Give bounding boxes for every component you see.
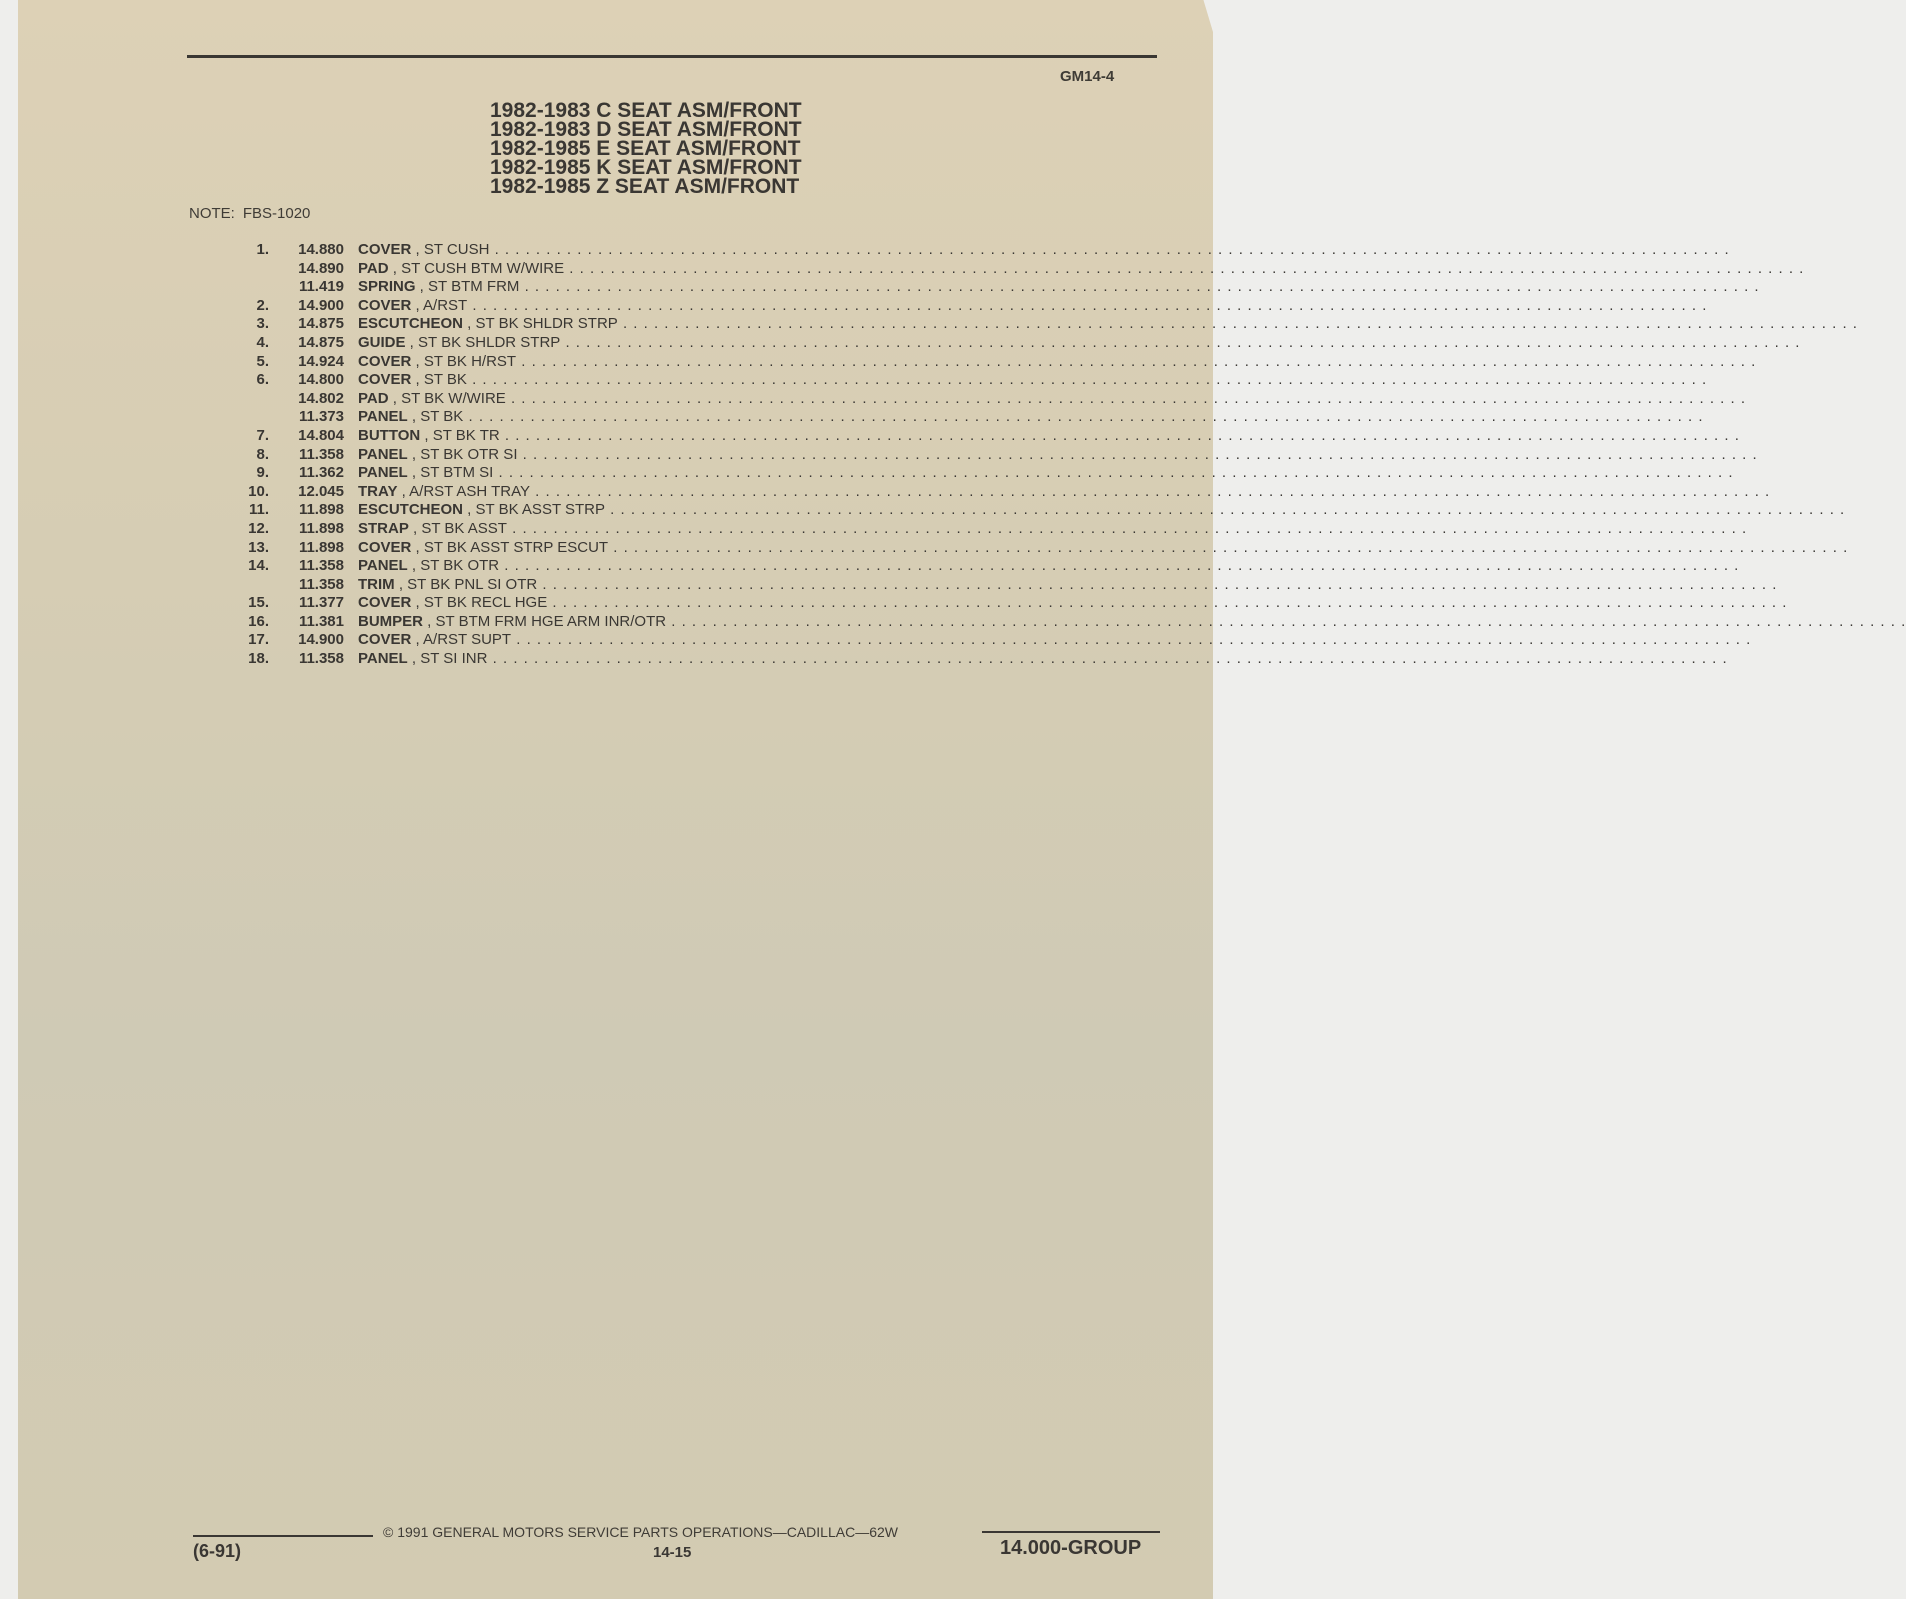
- part-index: 8.: [256, 445, 269, 463]
- part-row: [238, 333, 1801, 353]
- dot-leader: . . . . . . . . . . . . . . . . . . . . . . . . . . . . . . . . . . . . . . . . . . . . . . . . . . . . . . . . . . . . . . . . . . . . . . . . . . . . . . . . . . . . . . . . . . . . . . . . . . . . . . . . . . . . . . . . . . . . . . . .: [487, 650, 1728, 668]
- part-code: 14.802: [298, 389, 344, 407]
- part-name: ESCUTCHEON: [358, 501, 464, 519]
- part-row: [238, 557, 1740, 576]
- part-description: [358, 482, 1771, 502]
- part-code: 11.898: [298, 538, 344, 556]
- part-detail: , A/RST SUPT: [411, 631, 512, 649]
- part-row: [238, 445, 1758, 465]
- part-name: COVER: [358, 296, 412, 314]
- dot-leader: . . . . . . . . . . . . . . . . . . . . . . . . . . . . . . . . . . . . . . . . . . . . . . . . . . . . . . . . . . . . . . . . . . . . . . . . . . . . . . . . . . . . . . . . . . . . . . . . . . . . . . . . . . . . . . . . . . . . . . . .: [466, 371, 1708, 389]
- part-row: [238, 612, 1906, 632]
- title-line: 1982-1985 E SEAT ASM/FRONT: [490, 137, 801, 160]
- part-code: 11.373: [298, 408, 344, 426]
- dot-leader: . . . . . . . . . . . . . . . . . . . . . . . . . . . . . . . . . . . . . . . . . . . . . . . . . . . . . . . . . . . . . . . . . . . . . . . . . . . . . . . . . . . . . . . . . . . . . . . . . . . . . . . . . . . . . . . . . . . . . . . .: [666, 612, 1906, 630]
- part-description: [358, 538, 1849, 558]
- part-detail: , ST BK OTR: [407, 557, 500, 575]
- part-description: [358, 315, 1858, 334]
- part-row: [238, 389, 1746, 409]
- part-description: [358, 259, 1805, 279]
- part-row: [238, 315, 1858, 334]
- part-index: 2.: [256, 296, 269, 314]
- part-code: 11.419: [298, 278, 344, 296]
- dot-leader: . . . . . . . . . . . . . . . . . . . . . . . . . . . . . . . . . . . . . . . . . . . . . . . . . . . . . . . . . . . . . . . . . . . . . . . . . . . . . . . . . . . . . . . . . . . . . . . . . . . . . . . . . . . . . . . . . . . . . . . .: [517, 445, 1758, 463]
- part-index: 15.: [248, 594, 269, 612]
- part-description: [358, 519, 1748, 539]
- part-detail: , ST BTM FRM: [415, 278, 520, 296]
- page-code: GM14-4: [1060, 68, 1115, 85]
- part-description: [358, 575, 1778, 595]
- part-row: [238, 575, 1778, 595]
- part-index: 13.: [248, 538, 269, 556]
- part-description: [358, 631, 1752, 650]
- dot-leader: . . . . . . . . . . . . . . . . . . . . . . . . . . . . . . . . . . . . . . . . . . . . . . . . . . . . . . . . . . . . . . . . . . . . . . . . . . . . . . . . . . . . . . . . . . . . . . . . . . . . . . . . . . . . . . . . . . . . . . . .: [530, 482, 1771, 500]
- part-description: [358, 241, 1730, 260]
- part-code: 14.924: [298, 352, 344, 370]
- part-index: 14.: [248, 557, 269, 575]
- part-detail: , ST BK SHLDR STRP: [463, 315, 618, 333]
- part-detail: , ST CUSH: [411, 241, 490, 258]
- part-name: GUIDE: [358, 333, 406, 351]
- part-code: 14.800: [298, 371, 344, 389]
- footer-rule-right: [982, 1531, 1160, 1533]
- title-line: 1982-1985 Z SEAT ASM/FRONT: [490, 175, 800, 198]
- part-code: 11.358: [298, 557, 344, 575]
- part-code: 11.362: [298, 464, 344, 482]
- part-description: [358, 352, 1757, 372]
- part-index: 5.: [256, 352, 269, 370]
- part-detail: , ST BTM FRM HGE ARM INR/OTR: [423, 612, 667, 630]
- part-code: 11.381: [298, 612, 344, 630]
- part-name: PANEL: [358, 445, 408, 463]
- part-row: [238, 501, 1846, 520]
- dot-leader: . . . . . . . . . . . . . . . . . . . . . . . . . . . . . . . . . . . . . . . . . . . . . . . . . . . . . . . . . . . . . . . . . . . . . . . . . . . . . . . . . . . . . . . . . . . . . . . . . . . . . . . . . . . . . . . . . . . . . . . .: [467, 296, 1708, 314]
- part-description: [358, 445, 1758, 465]
- dot-leader: . . . . . . . . . . . . . . . . . . . . . . . . . . . . . . . . . . . . . . . . . . . . . . . . . . . . . . . . . . . . . . . . . . . . . . . . . . . . . . . . . . . . . . . . . . . . . . . . . . . . . . . . . . . . . . . . . . . . . . . .: [516, 352, 1757, 370]
- part-row: [238, 426, 1740, 446]
- part-row: [238, 650, 1728, 669]
- dot-leader: . . . . . . . . . . . . . . . . . . . . . . . . . . . . . . . . . . . . . . . . . . . . . . . . . . . . . . . . . . . . . . . . . . . . . . . . . . . . . . . . . . . . . . . . . . . . . . . . . . . . . . . . . . . . . . . . . . . . . . . .: [608, 538, 1849, 556]
- part-description: [358, 296, 1708, 316]
- page-number: 14-15: [653, 1544, 692, 1561]
- part-index: 12.: [248, 519, 269, 537]
- part-description: [358, 612, 1906, 632]
- part-description: [358, 650, 1728, 669]
- part-index: 3.: [256, 315, 269, 333]
- part-name: STRAP: [358, 519, 409, 537]
- part-detail: , A/RST: [411, 296, 468, 314]
- part-detail: , ST BK SHLDR STRP: [405, 333, 561, 351]
- part-name: PANEL: [358, 557, 408, 575]
- part-detail: , ST BK OTR SI: [407, 445, 518, 463]
- part-row: [238, 631, 1752, 650]
- part-row: [238, 519, 1748, 539]
- part-row: [238, 259, 1805, 279]
- part-description: [358, 464, 1734, 483]
- part-row: [238, 464, 1734, 483]
- dot-leader: . . . . . . . . . . . . . . . . . . . . . . . . . . . . . . . . . . . . . . . . . . . . . . . . . . . . . . . . . . . . . . . . . . . . . . . . . . . . . . . . . . . . . . . . . . . . . . . . . . . . . . . . . . . . . . . . . . . . . . . .: [511, 631, 1752, 649]
- part-row: [238, 352, 1757, 372]
- part-code: 14.875: [298, 315, 344, 333]
- part-name: COVER: [358, 371, 412, 389]
- part-detail: , ST BK RECL HGE: [411, 594, 548, 612]
- part-name: PAD: [358, 259, 389, 277]
- part-code: 11.358: [298, 445, 344, 463]
- dot-leader: . . . . . . . . . . . . . . . . . . . . . . . . . . . . . . . . . . . . . . . . . . . . . . . . . . . . . . . . . . . . . . . . . . . . . . . . . . . . . . . . . . . . . . . . . . . . . . . . . . . . . . . . . . . . . . . . . . . . . . . .: [564, 259, 1805, 277]
- part-name: PANEL: [358, 408, 408, 426]
- part-description: [358, 594, 1788, 613]
- part-detail: , ST CUSH BTM W/WIRE: [388, 259, 565, 277]
- part-name: COVER: [358, 241, 412, 258]
- part-index: 17.: [248, 631, 269, 649]
- part-detail: , ST BK: [411, 371, 467, 389]
- part-description: [358, 333, 1801, 353]
- dot-leader: . . . . . . . . . . . . . . . . . . . . . . . . . . . . . . . . . . . . . . . . . . . . . . . . . . . . . . . . . . . . . . . . . . . . . . . . . . . . . . . . . . . . . . . . . . . . . . . . . . . . . . . . . . . . . . . . . . . . . . . .: [499, 557, 1740, 575]
- dot-leader: . . . . . . . . . . . . . . . . . . . . . . . . . . . . . . . . . . . . . . . . . . . . . . . . . . . . . . . . . . . . . . . . . . . . . . . . . . . . . . . . . . . . . . . . . . . . . . . . . . . . . . . . . . . . . . . . . . . . . . . .: [505, 389, 1746, 407]
- title-line: 1982-1985 K SEAT ASM/FRONT: [490, 156, 802, 179]
- group-label: 14.000-GROUP: [1000, 1537, 1142, 1559]
- title-line: 1982-1983 C SEAT ASM/FRONT: [490, 99, 802, 122]
- dot-leader: . . . . . . . . . . . . . . . . . . . . . . . . . . . . . . . . . . . . . . . . . . . . . . . . . . . . . . . . . . . . . . . . . . . . . . . . . . . . . . . . . . . . . . . . . . . . . . . . . . . . . . . . . . . . . . . . . . . . . . . .: [506, 519, 1748, 537]
- part-code: 11.377: [298, 594, 344, 612]
- part-row: [238, 296, 1708, 316]
- part-index: 1.: [256, 241, 269, 258]
- part-name: TRIM: [358, 575, 395, 593]
- part-detail: , ST BK ASST STRP ESCUT: [411, 538, 609, 556]
- part-code: 14.890: [298, 259, 344, 277]
- dot-leader: . . . . . . . . . . . . . . . . . . . . . . . . . . . . . . . . . . . . . . . . . . . . . . . . . . . . . . . . . . . . . . . . . . . . . . . . . . . . . . . . . . . . . . . . . . . . . . . . . . . . . . . . . . . . . . . . . . . . . . . .: [493, 464, 1734, 482]
- dot-leader: . . . . . . . . . . . . . . . . . . . . . . . . . . . . . . . . . . . . . . . . . . . . . . . . . . . . . . . . . . . . . . . . . . . . . . . . . . . . . . . . . . . . . . . . . . . . . . . . . . . . . . . . . . . . . . . . . . . . . . . .: [499, 426, 1740, 444]
- part-detail: , ST BK PNL SI OTR: [394, 575, 538, 593]
- part-index: 7.: [256, 426, 269, 444]
- part-name: PANEL: [358, 464, 408, 482]
- part-index: 11.: [248, 501, 269, 519]
- part-code: 12.045: [298, 482, 344, 500]
- dot-leader: . . . . . . . . . . . . . . . . . . . . . . . . . . . . . . . . . . . . . . . . . . . . . . . . . . . . . . . . . . . . . . . . . . . . . . . . . . . . . . . . . . . . . . . . . . . . . . . . . . . . . . . . . . . . . . . . . . . . . . . .: [617, 315, 1858, 333]
- part-name: ESCUTCHEON: [358, 315, 464, 333]
- dot-leader: . . . . . . . . . . . . . . . . . . . . . . . . . . . . . . . . . . . . . . . . . . . . . . . . . . . . . . . . . . . . . . . . . . . . . . . . . . . . . . . . . . . . . . . . . . . . . . . . . . . . . . . . . . . . . . . . . . . . . . . .: [537, 575, 1778, 593]
- note-value: FBS-1020: [242, 205, 311, 222]
- part-name: COVER: [358, 538, 412, 556]
- part-description: [358, 278, 1760, 297]
- part-name: COVER: [358, 631, 412, 649]
- copyright-line: © 1991 GENERAL MOTORS SERVICE PARTS OPERATIONS—CADILLAC—62W: [383, 1524, 898, 1540]
- part-code: 14.880: [298, 241, 344, 258]
- part-name: TRAY: [358, 482, 398, 500]
- title-line: 1982-1983 D SEAT ASM/FRONT: [490, 118, 802, 141]
- part-row: [238, 371, 1708, 390]
- part-code: 14.875: [298, 333, 344, 351]
- part-code: 14.804: [298, 426, 344, 444]
- part-name: PANEL: [358, 650, 408, 668]
- part-name: COVER: [358, 352, 412, 370]
- paper-sheet: [18, 0, 1213, 1599]
- part-detail: , A/RST ASH TRAY: [397, 482, 531, 500]
- part-detail: , ST BK: [407, 408, 464, 426]
- title-block: [490, 101, 802, 196]
- part-index: 18.: [248, 650, 269, 668]
- part-index: 4.: [256, 333, 269, 351]
- part-name: BUMPER: [358, 612, 424, 630]
- part-detail: , ST BK H/RST: [411, 352, 517, 370]
- date-code: (6-91): [193, 1541, 242, 1561]
- part-detail: , ST BK ASST: [408, 519, 507, 537]
- part-name: PAD: [358, 389, 389, 407]
- part-row: [238, 278, 1760, 297]
- part-description: [358, 426, 1740, 446]
- dot-leader: . . . . . . . . . . . . . . . . . . . . . . . . . . . . . . . . . . . . . . . . . . . . . . . . . . . . . . . . . . . . . . . . . . . . . . . . . . . . . . . . . . . . . . . . . . . . . . . . . . . . . . . . . . . . . . . . . . . . . . . .: [519, 278, 1760, 296]
- top-rule: [187, 55, 1157, 58]
- part-code: 11.898: [298, 501, 344, 519]
- part-row: [238, 594, 1788, 613]
- part-index: 6.: [256, 371, 269, 389]
- part-index: 9.: [256, 464, 269, 482]
- part-code: 14.900: [298, 296, 344, 314]
- note: [189, 205, 318, 222]
- part-code: 11.358: [298, 575, 344, 593]
- part-detail: , ST BK W/WIRE: [388, 389, 506, 407]
- part-detail: , ST SI INR: [407, 650, 488, 668]
- part-row: [238, 482, 1771, 502]
- part-index: 16.: [248, 612, 269, 630]
- part-row: [238, 538, 1849, 558]
- dot-leader: . . . . . . . . . . . . . . . . . . . . . . . . . . . . . . . . . . . . . . . . . . . . . . . . . . . . . . . . . . . . . . . . . . . . . . . . . . . . . . . . . . . . . . . . . . . . . . . . . . . . . . . . . . . . . . . . . . . . . . . .: [463, 408, 1704, 426]
- part-description: [358, 501, 1846, 520]
- part-index: 10.: [248, 482, 269, 500]
- part-name: BUTTON: [358, 426, 421, 444]
- footer-rule-left: [193, 1535, 373, 1537]
- dot-leader: . . . . . . . . . . . . . . . . . . . . . . . . . . . . . . . . . . . . . . . . . . . . . . . . . . . . . . . . . . . . . . . . . . . . . . . . . . . . . . . . . . . . . . . . . . . . . . . . . . . . . . . . . . . . . . . . . . . . . . . .: [605, 501, 1846, 519]
- part-description: [358, 371, 1708, 390]
- part-row: [238, 241, 1730, 260]
- dot-leader: . . . . . . . . . . . . . . . . . . . . . . . . . . . . . . . . . . . . . . . . . . . . . . . . . . . . . . . . . . . . . . . . . . . . . . . . . . . . . . . . . . . . . . . . . . . . . . . . . . . . . . . . . . . . . . . . . . . . . . . .: [560, 333, 1801, 351]
- dot-leader: . . . . . . . . . . . . . . . . . . . . . . . . . . . . . . . . . . . . . . . . . . . . . . . . . . . . . . . . . . . . . . . . . . . . . . . . . . . . . . . . . . . . . . . . . . . . . . . . . . . . . . . . . . . . . . . . . . . . . . . .: [489, 241, 1730, 258]
- part-detail: , ST BK ASST STRP: [463, 501, 606, 519]
- part-detail: , ST BTM SI: [407, 464, 494, 482]
- part-detail: , ST BK TR: [420, 426, 500, 444]
- part-name: SPRING: [358, 278, 416, 296]
- part-code: 14.900: [298, 631, 344, 649]
- part-code: 11.898: [298, 519, 344, 537]
- part-description: [358, 557, 1740, 576]
- note-label: NOTE:: [189, 205, 235, 222]
- part-description: [358, 389, 1746, 409]
- dot-leader: . . . . . . . . . . . . . . . . . . . . . . . . . . . . . . . . . . . . . . . . . . . . . . . . . . . . . . . . . . . . . . . . . . . . . . . . . . . . . . . . . . . . . . . . . . . . . . . . . . . . . . . . . . . . . . . . . . . . . . . .: [547, 594, 1788, 612]
- part-code: 11.358: [298, 650, 344, 668]
- part-name: COVER: [358, 594, 412, 612]
- part-description: [358, 408, 1704, 427]
- parts-list: [238, 241, 1906, 669]
- part-row: [238, 408, 1704, 427]
